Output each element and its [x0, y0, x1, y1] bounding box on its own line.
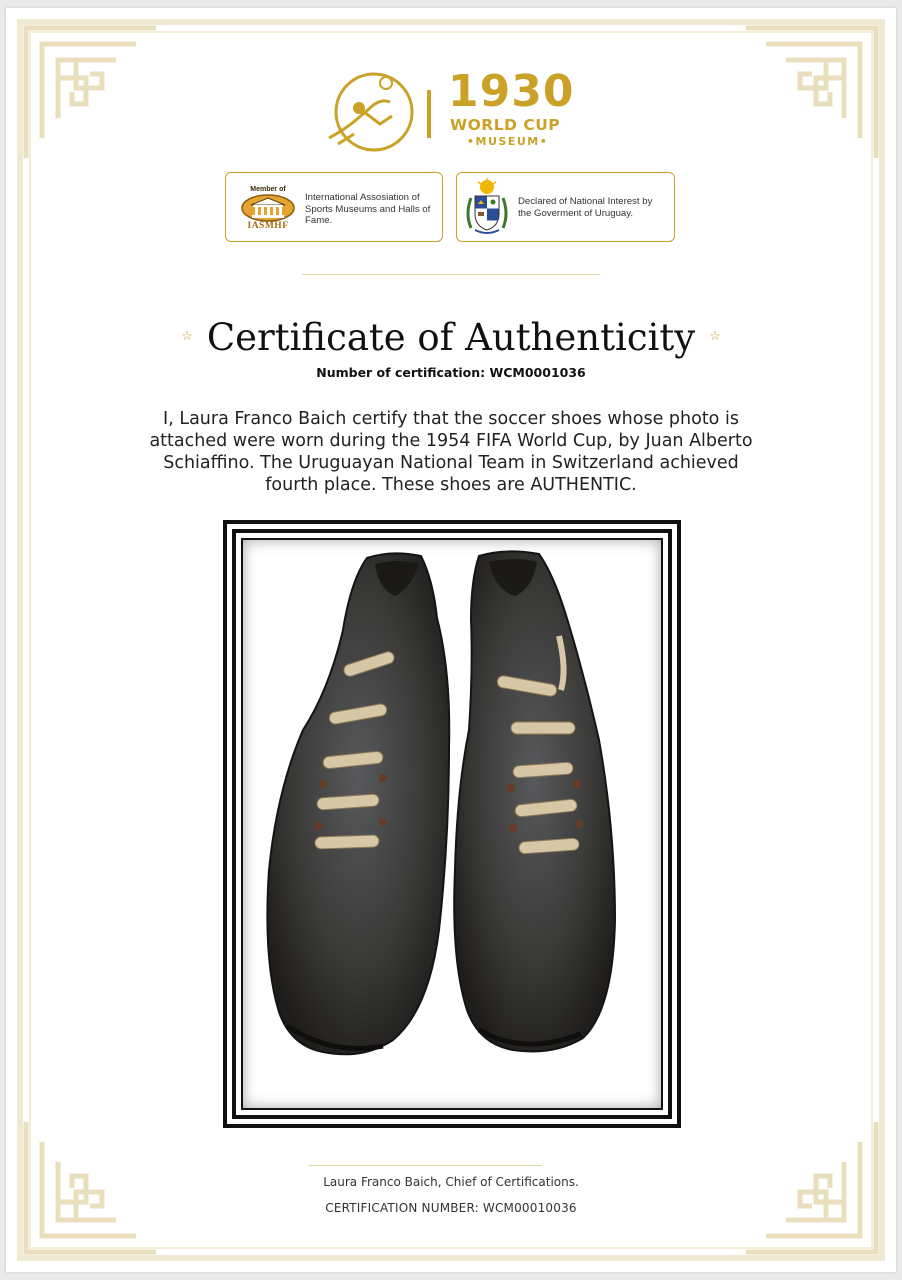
signatory-name: Laura Franco Baich, Chief of Certifications.	[323, 1175, 579, 1189]
museum-temple-icon	[241, 194, 295, 222]
certification-statement: I, Laura Franco Baich certify that the soccer shoes whose photo is attached were worn during the 1954 FIFA World Cup, by Juan Alberto Schiaffino. The Uruguayan National Team in Switzerland achieved fourth place. These shoes are AUTHENTIC.	[149, 409, 753, 495]
certification-number-footer: CERTIFICATION NUMBER: WCM00010036	[325, 1201, 577, 1215]
member-of-label: Member of	[250, 186, 286, 193]
football-player-emblem-icon	[324, 68, 416, 158]
certificate-sheet	[6, 8, 896, 1272]
star-icon: ☆	[709, 328, 721, 344]
signature-line	[309, 1165, 542, 1166]
logo-world-cup: WORLD CUP	[450, 116, 561, 134]
uruguay-coat-of-arms-icon	[463, 178, 511, 236]
logo-museum: •MUSEUM•	[467, 135, 549, 148]
national-interest-badge	[456, 172, 675, 242]
national-interest-description: Declared of National Interest by the Goverment of Uruguay.	[518, 196, 653, 219]
iasmhf-label: IASMHF	[247, 221, 289, 231]
certification-number-label: Number of certification: WCM0001036	[316, 365, 586, 380]
iasmhf-badge	[225, 172, 443, 242]
logo-year: 1930	[448, 66, 575, 117]
logo-separator	[427, 90, 431, 138]
divider	[302, 274, 600, 275]
museum-logo	[6, 68, 896, 158]
star-icon: ☆	[181, 328, 193, 344]
soccer-shoes-photo	[243, 540, 663, 1110]
iasmhf-description: International Assosiation of Sports Museums and Halls of Fame.	[305, 192, 431, 226]
title-text: Certificate of Authenticity	[206, 316, 696, 359]
certificate-title	[6, 314, 896, 365]
photo-frame	[223, 520, 681, 1128]
